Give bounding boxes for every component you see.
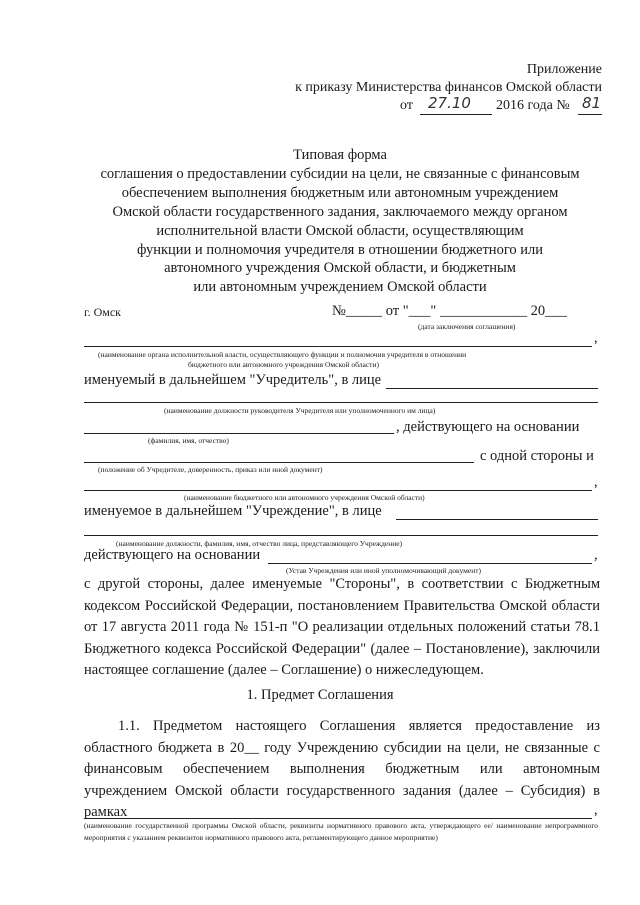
acting2-text: действующего на основании (84, 547, 261, 563)
uchrezhdenie-text: именуемое в дальнейшем "Учреждение", в лице (84, 503, 382, 519)
city-label: г. Омск (84, 305, 121, 319)
agreement-number-date: №_____ от "___" ____________ 20___ (332, 303, 567, 319)
basis-line (84, 462, 474, 463)
comma: , (594, 474, 598, 490)
form-title: Типовая форма (293, 147, 387, 163)
organ-note-cont: бюджетного или автономного учреждения Омской области) (188, 360, 379, 369)
uchreditel-person-line (386, 388, 598, 389)
title-line: или автономным учреждением Омской области (193, 279, 487, 295)
person-note: (наименование должности, фамилия, имя, отчество лица, представляющего Учреждение) (116, 539, 403, 548)
program-line (84, 818, 592, 819)
intro-paragraph: с другой стороны, далее именуемые "Стороны", в соответствии с Бюджетным кодексом Российской Федерации, постановлением Правительства Омской области от 17 августа 2011 года № 151-п "О реализации отдельных положений статьи 78.1 Бюджетного кодекса Российской Федерации" (далее – Постановление), заключили настоящее соглашение (далее – Соглашение) о нижеследующем. (84, 576, 600, 678)
person-line (84, 535, 598, 536)
organ-name-line (84, 346, 592, 347)
title-line: исполнительной власти Омской области, осуществляющим (156, 223, 524, 239)
basis-note: (положение об Учредителе, доверенность, приказ или иной документ) (98, 465, 323, 474)
organ-note: (наименование органа исполнительной власти, осуществляющего функции и полномочия учредителя в отношении (98, 350, 467, 359)
charter-note: (Устав Учреждения или иной уполномочивающий документ) (286, 566, 482, 575)
uchreditel-text: именуемый в дальнейшем "Учредитель", в лице (84, 372, 382, 388)
date-note: (дата заключения соглашения) (418, 322, 516, 331)
order-reference: к приказу Министерства финансов Омской области (295, 80, 602, 95)
one-side-text: с одной стороны и (480, 448, 594, 464)
year-number-label: 2016 года № (496, 98, 570, 113)
program-note: (наименование государственной программы Омской области, реквизиты нормативного правового акта, утверждающего ее/ наименование непрограммного мероприятия с указанием реквизитов нормативного правового акта, регламентирующего данное мероприятие) (84, 821, 598, 842)
position-line (84, 402, 598, 403)
fio-line (84, 433, 394, 434)
section-title: 1. Предмет Соглашения (246, 687, 394, 703)
comma: , (594, 330, 598, 346)
title-line: автономного учреждения Омской области, и бюджетным (164, 260, 516, 276)
title-line: функции и полномочия учредителя в отношении бюджетного или (136, 242, 544, 258)
acting-text: , действующего на основании (396, 419, 580, 435)
institution-note: (наименование бюджетного или автономного учреждения Омской области) (184, 493, 425, 502)
position-note: (наименование должности руководителя Учредителя или уполномоченного им лица) (164, 406, 436, 415)
comma: , (594, 547, 598, 563)
date-underline (420, 114, 492, 115)
comma: , (594, 802, 598, 818)
charter-line (268, 563, 592, 564)
institution-line (84, 490, 592, 491)
date-prefix: от (400, 98, 413, 113)
handwritten-number: 81 (582, 94, 602, 112)
number-underline (578, 114, 602, 115)
handwritten-date: 27.10 (428, 94, 471, 112)
title-line: соглашения о предоставлении субсидии на цели, не связанные с финансовым (100, 166, 580, 182)
fio-note: (фамилия, имя, отчество) (148, 436, 229, 445)
title-line: Омской области государственного задания, заключаемого между органом (112, 204, 568, 220)
appendix-label: Приложение (526, 62, 602, 77)
title-line: обеспечением выполнения бюджетным или автономным учреждением (121, 185, 559, 201)
clause-1-1: 1.1. Предметом настоящего Соглашения является предоставление из областного бюджета в 20__ году Учреждению субсидии на цели, не связанные с финансовым обеспечением выполнения бюджетным или автономным учреждением Омской области государственного задания (далее – Субсидия) в рамках (84, 718, 600, 820)
uchrezhdenie-person-line (396, 519, 598, 520)
